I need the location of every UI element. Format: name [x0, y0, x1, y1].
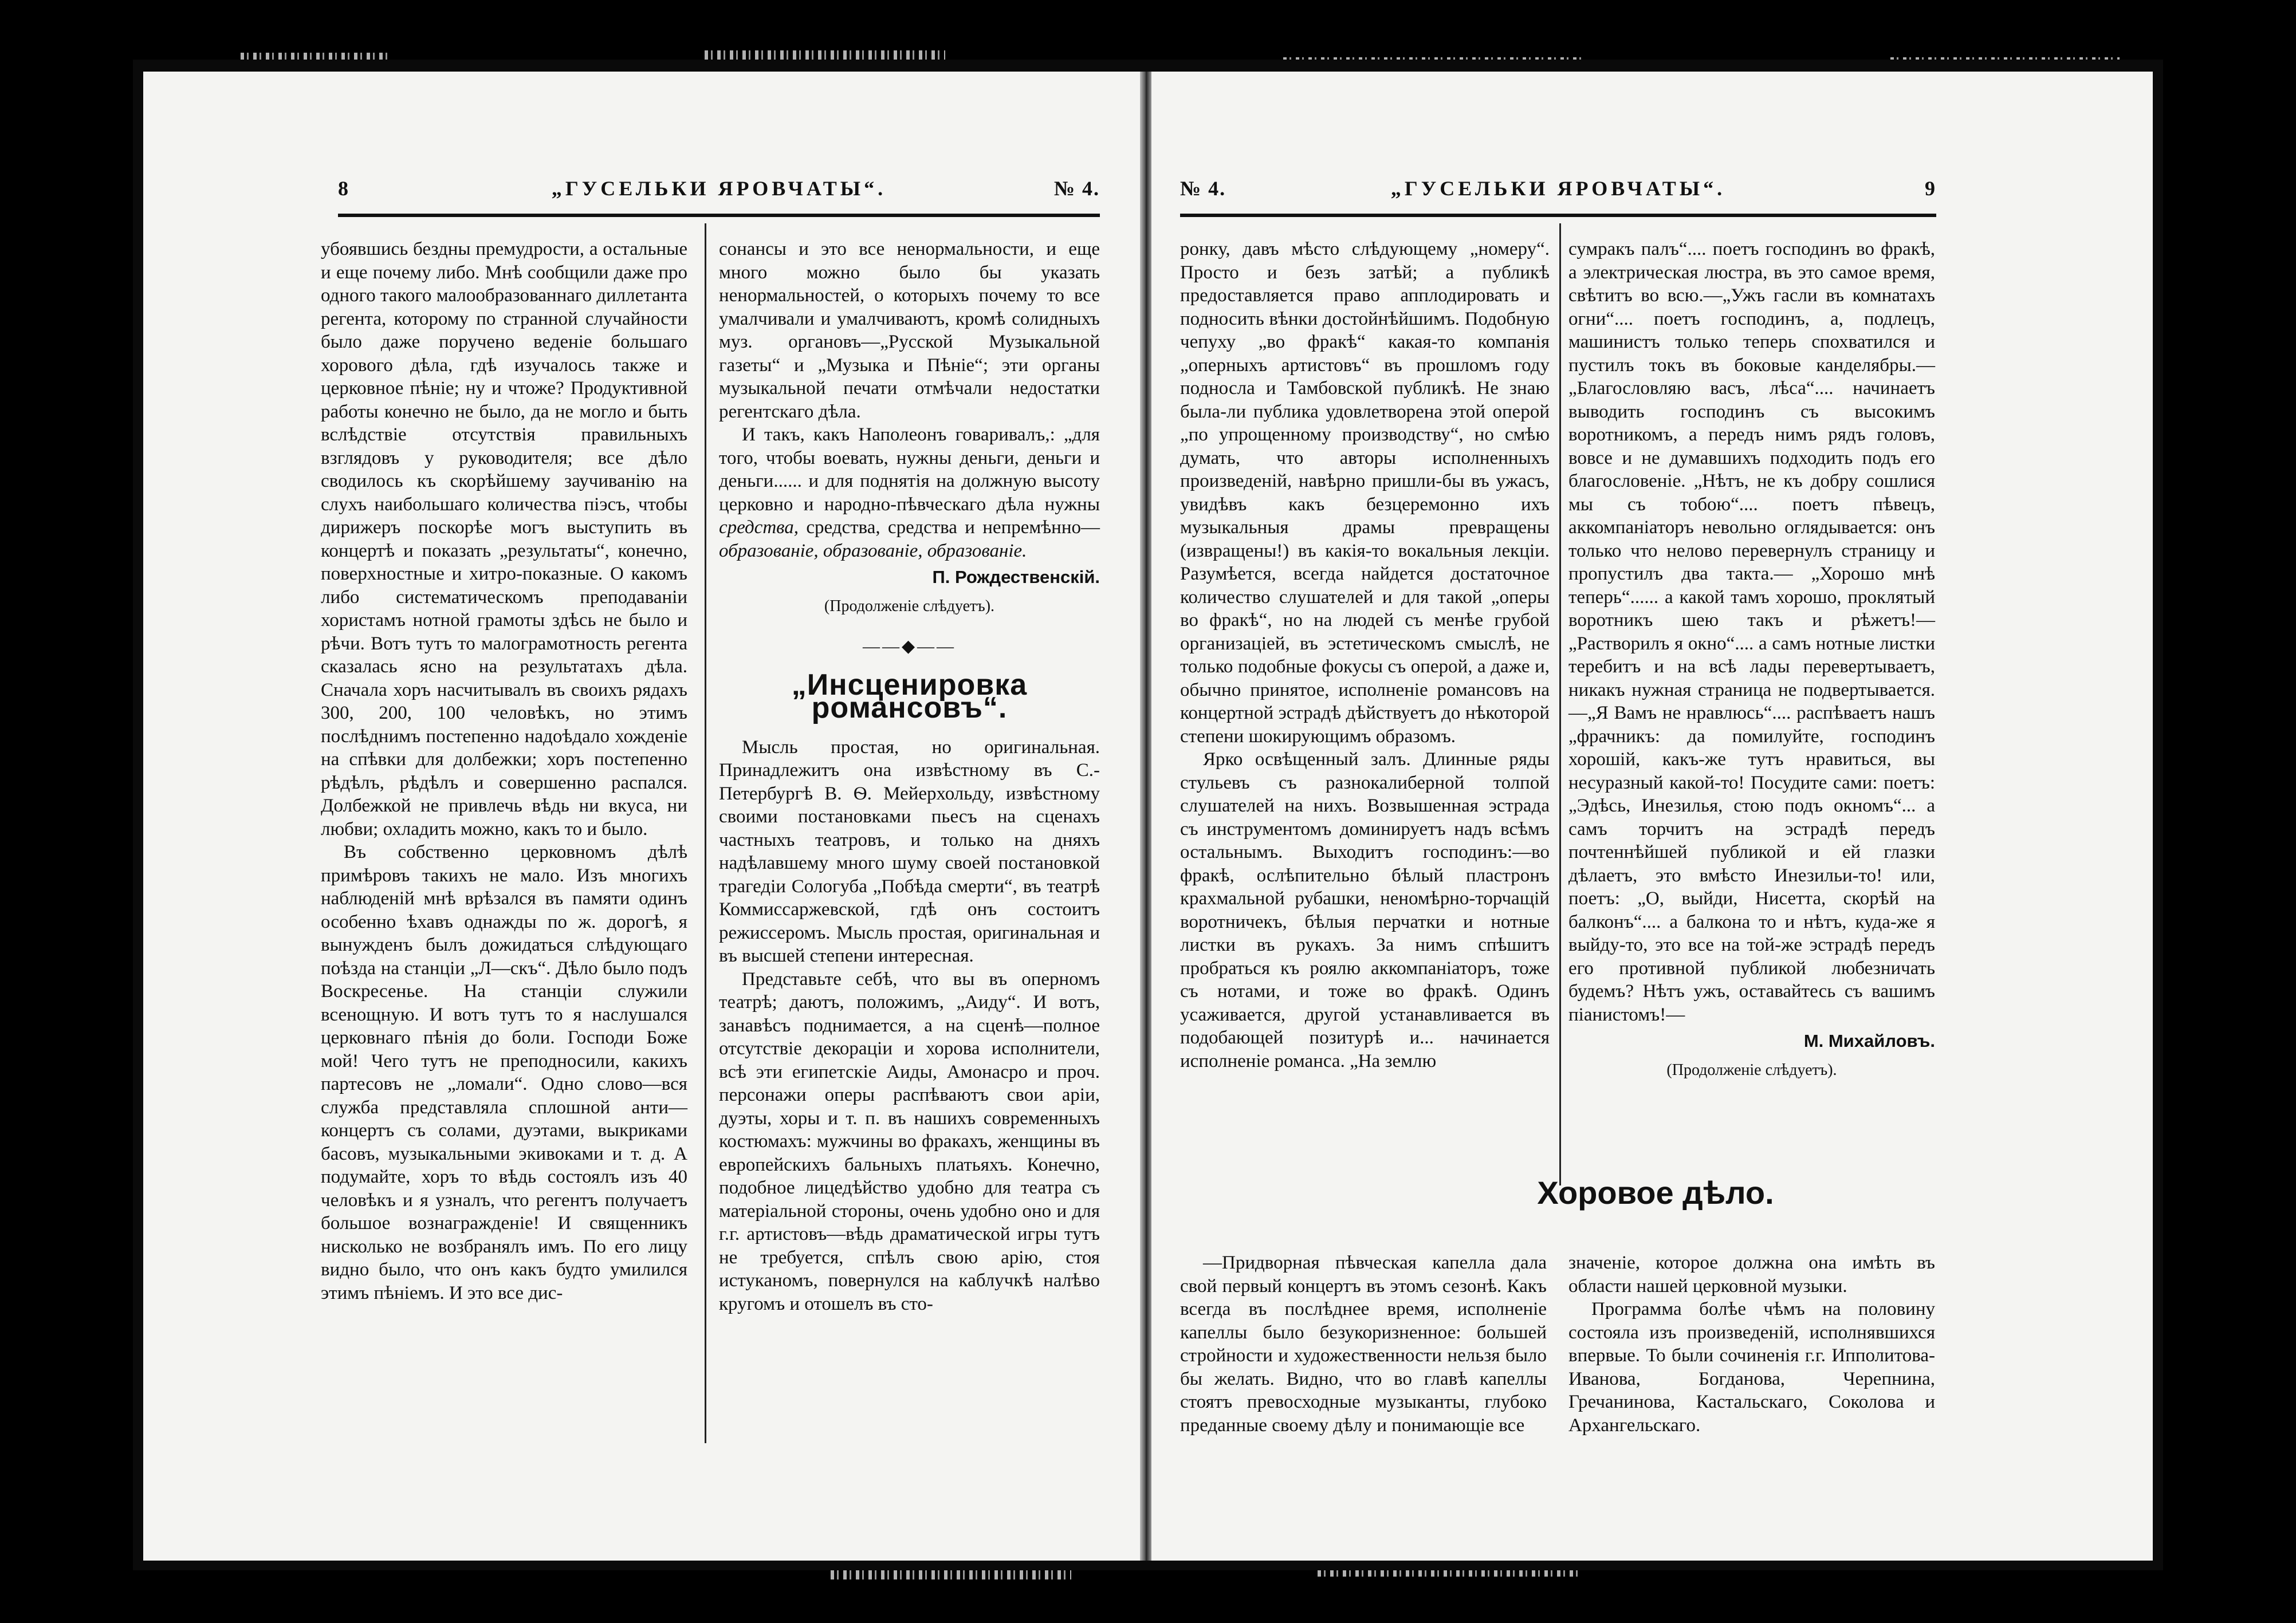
column-divider: [1559, 223, 1561, 1185]
scan-noise: [831, 1569, 1071, 1579]
page-header: [1180, 172, 1936, 206]
journal-title: „ГУСЕЛЬКИ ЯРОВЧАТЫ“.: [1390, 177, 1726, 200]
paragraph: сумракъ палъ“.... поетъ господинъ во фракѣ, а электрическая люстра, въ это самое время, свѣтитъ во всю.—„Ужъ гасли въ комнатахъ огни“.... поетъ господинъ, а, подлецъ, машинистъ только теперь спохватился и пустилъ токъ въ боковые канделябры.—„Благословляю васъ, лѣса“.... начинаетъ выводить господинъ съ высокимъ воротникомъ, а передъ нимъ рядъ головъ, вовсе и не думавшихъ подходить подъ его благословеніе. „Нѣтъ, не къ добру сошлися мы съ тобою“.... поетъ пѣвецъ, аккомпаніаторъ невольно оглядывается: онъ только что нелово перевернулъ страницу и пропустилъ два такта.— „Хорошо мнѣ теперь“...... а какой тамъ хорошо, проклятый воротникъ шею такъ и рѣжетъ!—„Растворилъ я окно“.... а самъ нотные листки теребитъ и на всѣ лады перевертываетъ, никакъ нужная страница не подвертывается.—„Я Вамъ не нравлюсь“.... распѣваетъ нашъ „фрачникъ: да помилуйте, господинъ хорошій, какъ-же тутъ нравиться, вы несуразный какой-то! Посудите сами: поетъ: „Эдѣсь, Инезилья, стою подъ окномъ“... а самъ торчитъ на эстрадѣ передъ почтеннѣйшей публикой и ей глазки дѣлаетъ, это вмѣсто Инезильи-то! или, поетъ: „О, выйди, Нисетта, скорѣй на балконъ“.... а балкона то и нѣтъ, куда-же я выйду-то, это все на той-же эстрадѣ передъ его противной публикой любезничать будемъ? Нѣтъ ужъ, оставайтесь съ вашимъ піанистомъ!—: [1568, 239, 1935, 1025]
right-page: [1151, 72, 2153, 1561]
right-column-1: [1180, 238, 1550, 1073]
emphasis: средства,: [719, 517, 799, 538]
paragraph: —Придворная пѣвческая капелла дала свой первый концертъ въ этомъ сезонѣ. Какъ всегда въ послѣднее время, исполненіе капеллы было безукоризненное: большей стройности и художественности нельзя было бы желать. Видно, что во главѣ капеллы стоятъ превосходные музыканты, глубоко преданные своему дѣлу и понимающіе все: [1180, 1252, 1547, 1436]
left-page: [143, 72, 1140, 1561]
left-column-1: [321, 238, 687, 1305]
issue-number: № 4.: [1180, 177, 1226, 200]
issue-number: № 4.: [1053, 177, 1100, 200]
author-signature: М. Михайловъ.: [1803, 1031, 1935, 1051]
paragraph: значеніе, которое должна она имѣть въ области нашей церковной музыки.: [1568, 1252, 1935, 1297]
paragraph: Ярко освѣщенный залъ. Длинные ряды стульевъ съ разнокалиберной толпой слушателей на нихъ. Возвышенная эстрада съ инструментомъ доминируетъ надъ всѣмъ остальнымъ. Выходитъ господинъ:—во фракѣ, ослѣпительно бѣлый пластронъ крахмальной рубашки, неномѣрно-торчащій воротничекъ, бѣлыя перчатки и нотные листки въ рукахъ. За нимъ спѣшитъ пробраться къ роялю аккомпаніаторъ, тоже съ нотами, и тоже во фракѣ. Одинъ усаживается, другой устанавливается въ подобающей позитурѣ и... начинается исполненіе романса. „На землю: [1180, 749, 1550, 1072]
continued-note: (Продолженіе слѣдуетъ).: [1666, 1061, 1837, 1079]
ornament-divider: ——◆——: [862, 637, 957, 656]
paragraph: сонансы и это все ненормальности, и еще много можно было бы указать ненормальностей, о которыхъ почему то все умалчивали и умалчиваютъ, кромѣ солидныхъ муз. органовъ—„Русской Музыкальной газеты“ и „Музыка и Пѣніе“; эти органы музыкальной печати отмѣчали недостатки регентскаго дѣла.: [719, 239, 1100, 422]
book-spread: [143, 72, 2153, 1561]
paragraph-text: И такъ, какъ Наполеонъ говаривалъ,: „для того, чтобы воевать, нужны деньги, деньги и деньги...... и для поднятія на должную высоту церковно и народно-пѣвческаго дѣла нужны: [719, 424, 1100, 515]
paragraph: [719, 423, 1100, 562]
book-gutter: [1140, 72, 1151, 1561]
section-heading: Хоровое дѣло.: [1537, 1175, 1774, 1211]
paragraph: Въ собственно церковномъ дѣлѣ примѣровъ такихъ не мало. Изъ многихъ наблюденій мнѣ врѣзался въ памяти одинъ особенно ѣхавъ однажды по ж. дорогѣ, я вынужденъ былъ дожидаться слѣдующаго поѣзда на станціи „Л—скъ“. Дѣло было подъ Воскресенье. На станціи служили всенощную. И вотъ тутъ то я наслушался церковнаго пѣнія до боли. Господи Боже мой! Чего тутъ не преподносили, какихъ партесовъ не „ломали“. Одно слово—вся служба представляла сплошной анти—концертъ съ солами, дуэтами, выкриками басовъ, музыкальными экивоками и т. д. А подумайте, хоръ то вѣдь состоялъ изъ 40 человѣкъ и я узналъ, что регентъ получаетъ большое вознагражденіе! И священникъ нисколько не возбранялъ имъ. По его лицу видно было, что онъ какъ будто умилился этимъ пѣніемъ. И это все дис-: [321, 842, 687, 1303]
page-number: 8: [338, 177, 349, 200]
header-rule: [1180, 214, 1936, 217]
bottom-column-2: [1568, 1251, 1935, 1437]
emphasis: образованіе, образованіе, образованіе.: [719, 540, 1027, 561]
column-divider: [705, 223, 706, 1443]
page-number: 9: [1925, 177, 1936, 200]
page-header: [338, 172, 1100, 206]
paragraph: убоявшись бездны премудрости, а остальные и еще почему либо. Мнѣ сообщили даже про одного такого малообразованнаго диллетанта регента, которому по странной случайности было даже поручено веденіе большаго хорового дѣла, гдѣ изучалось также и церковное пѣніе; ну и чтоже? Продуктивной работы конечно не было, да не могло и быть вслѣдствіе отсутствія правильныхъ взглядовъ у руководителя; все дѣло сводилось къ скорѣйшему заучиванію на слухъ наибольшаго количества піэсъ, чтобы дирижеръ поскорѣе могъ выступить въ концертѣ и показать „результаты“, конечно, поверхностные и хитро-показные. О какомъ либо систематическомъ преподаваніи хористамъ нотной грамоты здѣсь не было и рѣчи. Вотъ тутъ то малограмотность регента сказалась ясно на результатахъ дѣла. Сначала хоръ насчитывалъ въ своихъ рядахъ 300, 200, 100 человѣкъ, но этимъ послѣднимъ постепенно надоѣдало хожденіе на спѣвки для долбежки; хоръ постепенно рѣдѣлъ, рѣдѣлъ и совершенно распался. Долбежкой не привлечь вѣдь ни вкуса, ни любви; охладить можно, какъ то и было.: [321, 239, 687, 840]
bottom-column-1: [1180, 1251, 1547, 1437]
continued-note: (Продолженіе слѣдуетъ).: [824, 597, 995, 615]
right-column-2: [1568, 238, 1935, 1082]
author-signature: П. Рождественскій.: [932, 567, 1100, 587]
header-rule: [338, 214, 1100, 217]
paragraph: Программа болѣе чѣмъ на половину состояла изъ произведеній, исполнявшихся впервые. То были сочиненія г.г. Ипполитова-Иванова, Богданова, Черепнина, Гречанинова, Кастальскаго, Соколова и Архангельскаго.: [1568, 1299, 1935, 1436]
paragraph: Мысль простая, но оригинальная. Принадлежитъ она извѣстному въ С.-Петербургѣ В. Ѳ. Мейерхольду, извѣстному своими постановками пьесъ на сценахъ частныхъ театровъ, и только на дняхъ надѣлавшему много шуму своей постановкой трагедіи Сологуба „Побѣда смерти“, въ театрѣ Коммиссаржевской, гдѣ онъ состоитъ режиссеромъ. Мысль простая, оригинальная и въ высшей степени интересная.: [719, 736, 1100, 966]
journal-title: „ГУСЕЛЬКИ ЯРОВЧАТЫ“.: [551, 177, 887, 200]
article-heading: „Инсценировка романсовъ“.: [791, 668, 1028, 724]
paragraph-text: средства, средства и непремѣнно—: [806, 517, 1100, 538]
paragraph: Представьте себѣ, что вы въ оперномъ театрѣ; даютъ, положимъ, „Аиду“. И вотъ, занавѣсъ поднимается, а на сценѣ—полное отсутствіе декораціи и хорова исполнители, всѣ эти египетскіе Аиды, Амонасро и проч. персонажи оперы распѣваютъ свои аріи, дуэты, хоры и т. п. въ нашихъ современныхъ костюмахъ: мужчины во фракахъ, женщины въ европейскихъ бальныхъ платьяхъ. Конечно, подобное лицедѣйство удобно для театра съ матеріальной стороны, очень удобно оно и для г.г. артистовъ—вѣдь драматической игры тутъ не требуется, спѣлъ свою арію, стоя истуканомъ, повернулся на каблучкѣ налѣво кругомъ и отошелъ въ сто-: [719, 968, 1100, 1314]
left-column-2: [719, 238, 1100, 1315]
paragraph: ронку, давъ мѣсто слѣдующему „номеру“. Просто и безъ затѣй; а публикѣ предоставляется право апплодировать и подносить вѣнки достойнѣйшимъ. Подобную чепуху „во фракѣ“ какая-то компанія „оперныхъ артистовъ“ въ прошломъ году подносла и Тамбовской публикѣ. Не знаю была-ли публика удовлетворена этой оперой „по упрощенному производству“, но смѣю думать, что авторы исполненныхъ произведеній, навѣрно пришли-бы въ ужасъ, увидѣвъ какъ безцеремонно ихъ музыкальныя драмы превращены (извращены!) въ какія-то вокальныя лекціи. Разумѣется, всегда найдется достаточное количество слушателей и для такой „оперы во фракѣ“, но на людей съ менѣе грубой организаціей, въ эстетическомъ смыслѣ, не только подобные фокусы съ оперой, а даже и, обычно принятое, исполненіе романсовъ на концертной эстрадѣ дѣйствуетъ до нѣкоторой степени шокирующимъ образомъ.: [1180, 239, 1550, 747]
